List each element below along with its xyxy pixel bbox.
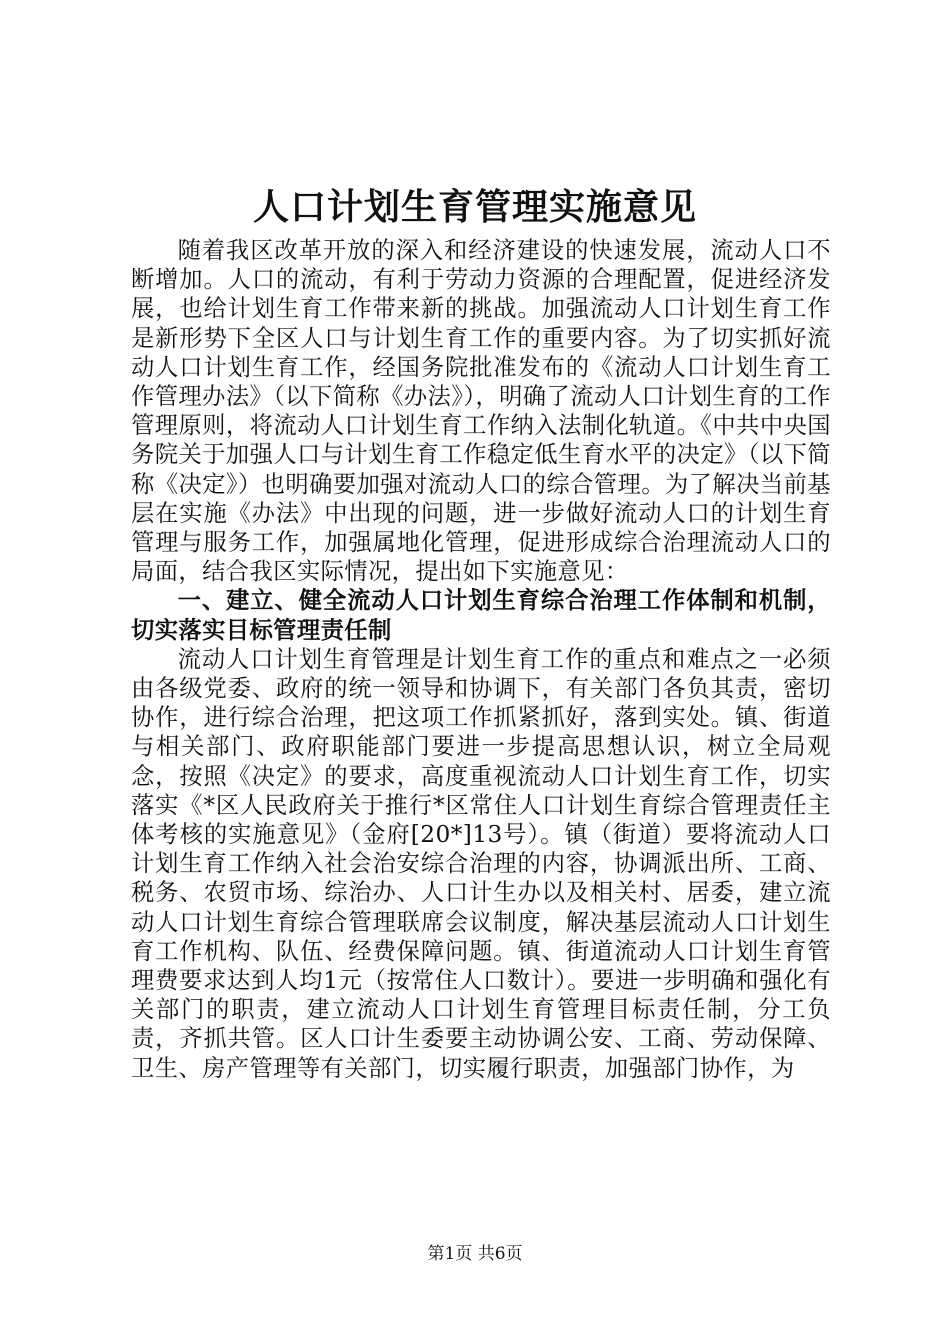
intro-paragraph: 随着我区改革开放的深入和经济建设的快速发展，流动人口不断增加。人口的流动，有利于劳动力资源的合理配置，促进经济发展，也给计划生育工作带来新的挑战。加强流动人口计划生育工作是新形势下全区人口与计划生育工作的重要内容。为了切实抓好流动人口计划生育工作，经国务院批准发布的《流动人口计划生育工作管理办法》（以下简称《办法》），明确了流动人口计划生育的工作管理原则，将流动人口计划生育工作纳入法制化轨道。《中共中央国务院关于加强人口与计划生育工作稳定低生育水平的决定》（以下简称《决定》）也明确要加强对流动人口的综合管理。为了解决当前基层在实施《办法》中出现的问题，进一步做好流动人口的计划生育管理与服务工作，加强属地化管理，促进形成综合治理流动人口的局面，结合我区实际情况，提出如下实施意见： bbox=[131, 237, 831, 586]
section-1-paragraph: 流动人口计划生育管理是计划生育工作的重点和难点之一必须由各级党委、政府的统一领导和协调下，有关部门各负其责，密切协作，进行综合治理，把这项工作抓紧抓好，落到实处。镇、街道与相关部门、政府职能部门要进一步提高思想认识，树立全局观念，按照《决定》的要求，高度重视流动人口计划生育工作，切实落实《*区人民政府关于推行*区常住人口计划生育综合管理责任主体考核的实施意见》（金府[20*]13号）。镇（街道）要将流动人口计划生育工作纳入社会治安综合治理的内容，协调派出所、工商、税务、农贸市场、综治办、人口计生办以及相关村、居委，建立流动人口计划生育综合管理联席会议制度，解决基层流动人口计划生育工作机构、队伍、经费保障问题。镇、街道流动人口计划生育管理费要求达到人均1元（按常住人口数计）。要进一步明确和强化有关部门的职责，建立流动人口计划生育管理目标责任制，分工负责，齐抓共管。区人口计生委要主动协调公安、工商、劳动保障、卫生、房产管理等有关部门，切实履行职责，加强部门协作，为 bbox=[131, 645, 831, 1082]
document-body bbox=[131, 236, 831, 1083]
document-title: 人口计划生育管理实施意见 bbox=[252, 186, 697, 228]
section-heading-1: 一、建立、健全流动人口计划生育综合治理工作体制和机制，切实落实目标管理责任制 bbox=[131, 587, 831, 644]
page-footer: 第1页 共6页 bbox=[427, 1244, 523, 1264]
